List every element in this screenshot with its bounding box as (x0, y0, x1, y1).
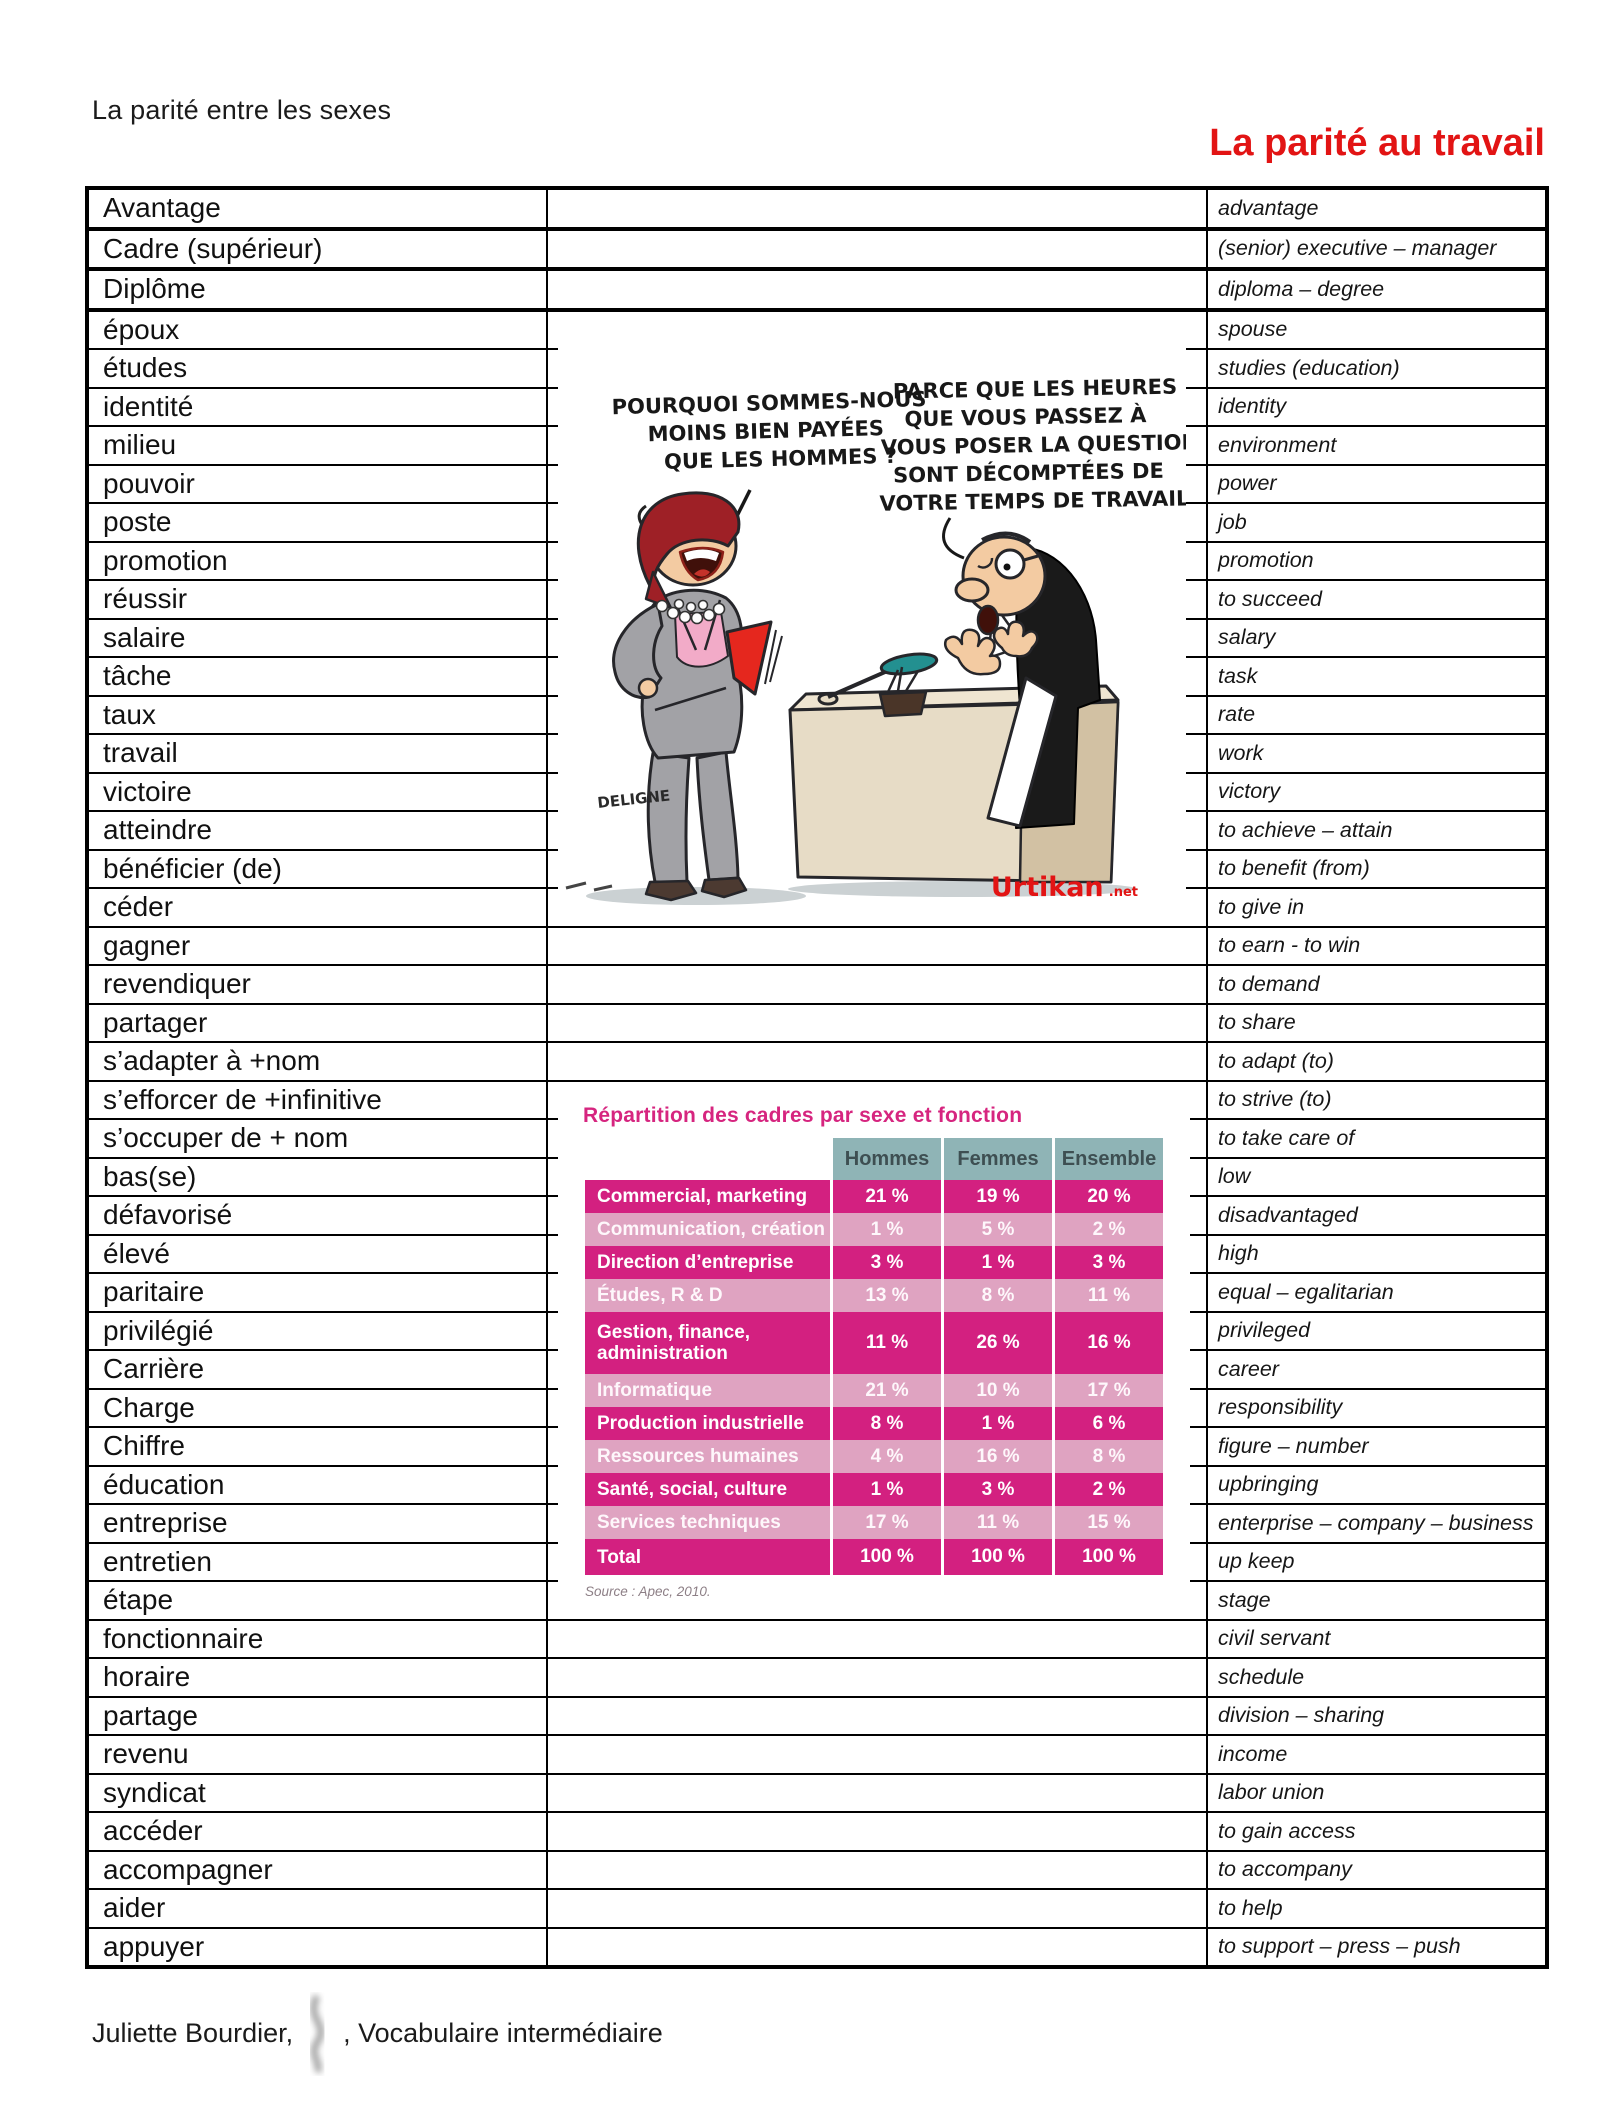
english-translation: to help (1207, 1889, 1547, 1928)
french-term: éducation (87, 1466, 547, 1505)
answer-blank-cell (547, 1889, 1207, 1928)
english-translation: high (1207, 1235, 1547, 1274)
english-translation: promotion (1207, 542, 1547, 581)
french-term: céder (87, 888, 547, 927)
svg-text:SONT DÉCOMPTÉES DE: SONT DÉCOMPTÉES DE (892, 458, 1165, 488)
english-translation: figure – number (1207, 1427, 1547, 1466)
chart-value-femmes: 1 % (944, 1407, 1052, 1440)
french-term: Carrière (87, 1350, 547, 1389)
french-term: poste (87, 503, 547, 542)
chart-value-hommes: 13 % (833, 1279, 941, 1312)
page-footer (92, 1988, 663, 2079)
french-term: travail (87, 734, 547, 773)
chart-value-ensemble: 15 % (1055, 1506, 1163, 1539)
answer-blank-cell (547, 1042, 1207, 1081)
chart-value-femmes: 26 % (944, 1312, 1052, 1374)
english-translation: enterprise – company – business (1207, 1504, 1547, 1543)
english-translation: to share (1207, 1004, 1547, 1043)
english-translation: schedule (1207, 1658, 1547, 1697)
french-term: bas(se) (87, 1158, 547, 1197)
french-term: Charge (87, 1389, 547, 1428)
vocab-row (87, 1928, 1547, 1968)
chart-row (585, 1440, 1163, 1473)
english-translation: to strive (to) (1207, 1081, 1547, 1120)
french-term: Cadre (supérieur) (87, 229, 547, 270)
bubble-tail-right (944, 518, 964, 558)
chart-value-hommes: 1 % (833, 1473, 941, 1506)
french-term: paritaire (87, 1273, 547, 1312)
chart-value-femmes: 19 % (944, 1180, 1052, 1213)
french-term: partage (87, 1697, 547, 1736)
chart-row (585, 1506, 1163, 1539)
vocab-row (87, 310, 1547, 350)
french-term: entretien (87, 1543, 547, 1582)
french-term: horaire (87, 1658, 547, 1697)
french-term: tâche (87, 657, 547, 696)
chart-row-label: Commercial, marketing (585, 1180, 830, 1213)
woman-character (614, 493, 782, 900)
svg-text:MOINS BIEN PAYÉES: MOINS BIEN PAYÉES (647, 416, 885, 447)
french-term: s’efforcer de +infinitive (87, 1081, 547, 1120)
chart-row (585, 1180, 1163, 1213)
vocab-row (87, 1658, 1547, 1697)
english-translation: career (1207, 1350, 1547, 1389)
french-term: partager (87, 1004, 547, 1043)
urtikan-watermark: Urtikan .net (990, 872, 1138, 903)
chart-row (585, 1312, 1163, 1374)
vocab-row (87, 1774, 1547, 1813)
vocab-row (87, 1620, 1547, 1659)
answer-blank-cell (547, 229, 1207, 270)
french-term: réussir (87, 580, 547, 619)
chart-value-femmes: 8 % (944, 1279, 1052, 1312)
chart-row-label: Direction d’entreprise (585, 1246, 830, 1279)
chart-value-hommes: 11 % (833, 1312, 941, 1374)
chart-row (585, 1539, 1163, 1575)
chart-value-hommes: 100 % (833, 1539, 941, 1575)
english-translation: salary (1207, 619, 1547, 658)
chart-corner-cell (585, 1138, 830, 1180)
english-translation: to benefit (from) (1207, 850, 1547, 889)
svg-text:POURQUOI SOMMES-NOUS: POURQUOI SOMMES-NOUS (611, 386, 927, 420)
chart-image (558, 1086, 1190, 1604)
speech-bubble-left (611, 387, 928, 475)
english-translation: upbringing (1207, 1466, 1547, 1505)
vocab-row (87, 1812, 1547, 1851)
chart-title: Répartition des cadres par sexe et fonction (583, 1104, 1023, 1127)
english-translation: rate (1207, 696, 1547, 735)
english-translation: to demand (1207, 965, 1547, 1004)
artist-signature: DELIGNE (596, 786, 671, 812)
english-translation: to accompany (1207, 1851, 1547, 1890)
answer-blank-cell (547, 927, 1207, 966)
english-translation: to achieve – attain (1207, 811, 1547, 850)
chart-table-head (585, 1138, 1163, 1180)
english-translation: advantage (1207, 188, 1547, 229)
english-translation: studies (education) (1207, 349, 1547, 388)
chart-value-hommes: 17 % (833, 1506, 941, 1539)
english-translation: task (1207, 657, 1547, 696)
chart-row-label: Informatique (585, 1374, 830, 1407)
chart-value-femmes: 16 % (944, 1440, 1052, 1473)
chart-value-femmes: 11 % (944, 1506, 1052, 1539)
french-term: gagner (87, 927, 547, 966)
chart-value-ensemble: 6 % (1055, 1407, 1163, 1440)
english-translation: up keep (1207, 1543, 1547, 1582)
french-term: défavorisé (87, 1196, 547, 1235)
english-translation: to adapt (to) (1207, 1042, 1547, 1081)
answer-blank-cell (547, 1620, 1207, 1659)
chart-row-label: Communication, création (585, 1213, 830, 1246)
french-term: étape (87, 1581, 547, 1620)
french-term: élevé (87, 1235, 547, 1274)
french-term: fonctionnaire (87, 1620, 547, 1659)
chart-row-label: Total (585, 1539, 830, 1575)
french-term: revendiquer (87, 965, 547, 1004)
svg-text:QUE VOUS PASSEZ À: QUE VOUS PASSEZ À (904, 403, 1147, 432)
french-term: taux (87, 696, 547, 735)
chart-value-ensemble: 11 % (1055, 1279, 1163, 1312)
french-term: identité (87, 388, 547, 427)
answer-blank-cell (547, 1658, 1207, 1697)
french-term: accompagner (87, 1851, 547, 1890)
english-translation: victory (1207, 773, 1547, 812)
english-translation: work (1207, 734, 1547, 773)
chart-value-ensemble: 16 % (1055, 1312, 1163, 1374)
chart-value-femmes: 1 % (944, 1246, 1052, 1279)
chart-row-label: Études, R & D (585, 1279, 830, 1312)
english-translation: to succeed (1207, 580, 1547, 619)
svg-text:VOTRE TEMPS DE TRAVAIL !: VOTRE TEMPS DE TRAVAIL ! (879, 486, 1186, 516)
french-term: s’adapter à +nom (87, 1042, 547, 1081)
svg-text:QUE LES HOMMES ?: QUE LES HOMMES ? (663, 443, 898, 474)
chart-value-hommes: 21 % (833, 1374, 941, 1407)
answer-blank-cell (547, 269, 1207, 310)
english-translation: to earn - to win (1207, 927, 1547, 966)
french-term: privilégié (87, 1312, 547, 1351)
french-term: époux (87, 310, 547, 350)
chart-value-femmes: 3 % (944, 1473, 1052, 1506)
floor-marks (566, 883, 612, 890)
english-translation: disadvantaged (1207, 1196, 1547, 1235)
french-term: s’occuper de + nom (87, 1119, 547, 1158)
french-term: appuyer (87, 1928, 547, 1968)
answer-blank-cell (547, 1851, 1207, 1890)
answer-blank-cell (547, 1004, 1207, 1043)
chart-value-ensemble: 8 % (1055, 1440, 1163, 1473)
chart-value-hommes: 3 % (833, 1246, 941, 1279)
french-term: entreprise (87, 1504, 547, 1543)
chart-col-femmes: Femmes (944, 1138, 1052, 1180)
english-translation: equal – egalitarian (1207, 1273, 1547, 1312)
chart-row-label: Santé, social, culture (585, 1473, 830, 1506)
chart-row (585, 1407, 1163, 1440)
english-translation: (senior) executive – manager (1207, 229, 1547, 270)
french-term: victoire (87, 773, 547, 812)
vocab-row (87, 229, 1547, 270)
vocab-row (87, 1735, 1547, 1774)
ink-smudge (287, 1992, 349, 2083)
french-term: bénéficier (de) (87, 850, 547, 889)
english-translation: job (1207, 503, 1547, 542)
chart-row (585, 1473, 1163, 1506)
chart-row (585, 1246, 1163, 1279)
chart-row (585, 1374, 1163, 1407)
answer-blank-cell (547, 1774, 1207, 1813)
vocab-row (87, 269, 1547, 310)
answer-blank-cell (547, 1697, 1207, 1736)
vocab-row (87, 1004, 1547, 1043)
chart-table-body (585, 1180, 1163, 1575)
chart-value-femmes: 5 % (944, 1213, 1052, 1246)
glasses-lens (996, 550, 1024, 578)
cartoon-image (558, 348, 1186, 906)
chart-value-hommes: 1 % (833, 1213, 941, 1246)
chart-value-ensemble: 20 % (1055, 1180, 1163, 1213)
french-term: revenu (87, 1735, 547, 1774)
english-translation: to gain access (1207, 1812, 1547, 1851)
french-term: études (87, 349, 547, 388)
french-term: Chiffre (87, 1427, 547, 1466)
french-term: promotion (87, 542, 547, 581)
chart-value-hommes: 4 % (833, 1440, 941, 1473)
vocab-row (87, 1697, 1547, 1736)
vocab-row (87, 188, 1547, 229)
chart-row (585, 1279, 1163, 1312)
english-translation: power (1207, 465, 1547, 504)
svg-text:PARCE QUE LES HEURES: PARCE QUE LES HEURES (892, 374, 1178, 404)
footer-course: , Vocabulaire intermédiaire (343, 2018, 663, 2048)
vocab-row (87, 1042, 1547, 1081)
chart-value-ensemble: 3 % (1055, 1246, 1163, 1279)
chart-row (585, 1213, 1163, 1246)
chart-table (582, 1138, 1166, 1575)
french-term: accéder (87, 1812, 547, 1851)
chart-value-hommes: 8 % (833, 1407, 941, 1440)
chart-col-ensemble: Ensemble (1055, 1138, 1163, 1180)
vocab-row (87, 965, 1547, 1004)
answer-blank-cell (547, 1928, 1207, 1968)
cartoon-drawing (558, 348, 1186, 906)
speech-bubble-right (877, 374, 1186, 516)
vocab-row (87, 1851, 1547, 1890)
chart-value-ensemble: 2 % (1055, 1213, 1163, 1246)
footer-author: Juliette Bourdier, (92, 2018, 294, 2048)
english-translation: labor union (1207, 1774, 1547, 1813)
french-term: pouvoir (87, 465, 547, 504)
chart-value-femmes: 100 % (944, 1539, 1052, 1575)
english-translation: spouse (1207, 310, 1547, 350)
chart-source-note: Source : Apec, 2010. (585, 1584, 711, 1599)
answer-blank-cell (547, 310, 1207, 350)
chart-row-label: Ressources humaines (585, 1440, 830, 1473)
svg-text:VOUS POSER LA QUESTION: VOUS POSER LA QUESTION (880, 430, 1186, 460)
french-term: Avantage (87, 188, 547, 229)
english-translation: civil servant (1207, 1620, 1547, 1659)
chart-value-femmes: 10 % (944, 1374, 1052, 1407)
vocab-row (87, 927, 1547, 966)
chart-row-label: Gestion, finance, administration (585, 1312, 830, 1374)
english-translation: division – sharing (1207, 1697, 1547, 1736)
chart-row-label: Services techniques (585, 1506, 830, 1539)
chart-col-hommes: Hommes (833, 1138, 941, 1180)
english-translation: privileged (1207, 1312, 1547, 1351)
chart-value-ensemble: 17 % (1055, 1374, 1163, 1407)
english-translation: responsibility (1207, 1389, 1547, 1428)
vocab-row (87, 1889, 1547, 1928)
english-translation: low (1207, 1158, 1547, 1197)
english-translation: to support – press – push (1207, 1928, 1547, 1968)
chart-value-hommes: 21 % (833, 1180, 941, 1213)
french-term: syndicat (87, 1774, 547, 1813)
french-term: atteindre (87, 811, 547, 850)
english-translation: stage (1207, 1581, 1547, 1620)
woman-shadow (586, 887, 806, 905)
chart-value-ensemble: 100 % (1055, 1539, 1163, 1575)
english-translation: to take care of (1207, 1119, 1547, 1158)
english-translation: identity (1207, 388, 1547, 427)
english-translation: income (1207, 1735, 1547, 1774)
chart-value-ensemble: 2 % (1055, 1473, 1163, 1506)
english-translation: environment (1207, 426, 1547, 465)
french-term: milieu (87, 426, 547, 465)
french-term: salaire (87, 619, 547, 658)
page-header: La parité entre les sexes (92, 95, 392, 125)
french-term: aider (87, 1889, 547, 1928)
answer-blank-cell (547, 1812, 1207, 1851)
english-translation: to give in (1207, 888, 1547, 927)
page-title: La parité au travail (1209, 122, 1545, 164)
french-term: Diplôme (87, 269, 547, 310)
answer-blank-cell (547, 1735, 1207, 1774)
answer-blank-cell (547, 965, 1207, 1004)
answer-blank-cell (547, 188, 1207, 229)
chart-row-label: Production industrielle (585, 1407, 830, 1440)
english-translation: diploma – degree (1207, 269, 1547, 310)
